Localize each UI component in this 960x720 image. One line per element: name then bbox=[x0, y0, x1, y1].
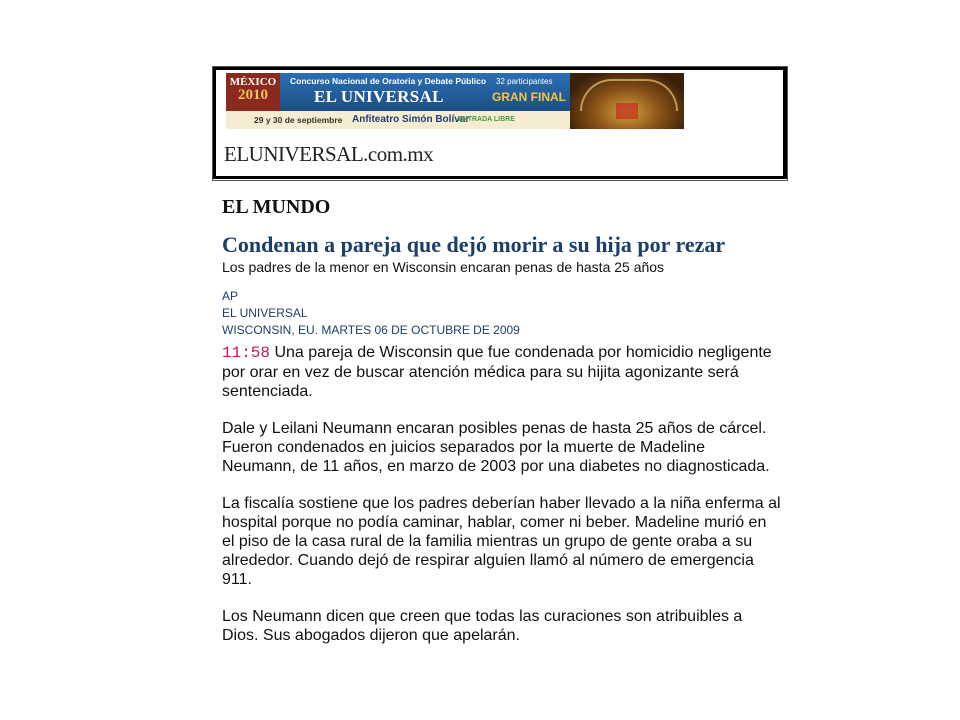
banner-venue: Anfiteatro Simón Bolívar bbox=[352, 114, 470, 125]
article-headline: Condenan a pareja que dejó morir a su hija por rezar bbox=[222, 232, 726, 257]
article-source: EL UNIVERSAL bbox=[222, 306, 308, 320]
article-dateline: WISCONSIN, EU. MARTES 06 DE OCTUBRE DE 2009 bbox=[222, 323, 520, 337]
mexico-2010-logo: MÉXICO 2010 bbox=[226, 73, 280, 111]
article-paragraph: Fueron condenados en juicios separados por la muerte de Madeline Neumann, de 11 años, en marzo de 2003 por una diabetes no diagnosticada. bbox=[222, 439, 770, 475]
banner-event-title: Concurso Nacional de Oratoria y Debate Público bbox=[290, 76, 487, 86]
article-agency: AP bbox=[222, 289, 239, 303]
banner-title-panel bbox=[280, 73, 570, 111]
article-paragraph: La fiscalía sostiene que los padres deberían haber llevado a la niña enferma al hospital porque no podía caminar, hablar, comer ni beber. Madeline murió en el piso de la casa rural de la familia mientras un grupo de gente oraba a su alrededor. Cuando dejó de respirar alguien llamó al número de emergencia 911. bbox=[222, 495, 781, 588]
article-paragraph: Dale y Leilani Neumann encaran posibles penas de hasta 25 años de cárcel. bbox=[222, 420, 767, 437]
article-subheadline: Los padres de la menor en Wisconsin encaran penas de hasta 25 años bbox=[222, 259, 665, 275]
banner-participants: 32 participantes bbox=[496, 77, 553, 86]
auditorium-photo bbox=[570, 73, 684, 129]
article-body bbox=[222, 343, 782, 663]
site-logo[interactable]: ELUNIVERSAL.com.mx bbox=[224, 142, 434, 166]
banner-entry: ENTRADA LIBRE bbox=[458, 116, 515, 123]
banner-details bbox=[226, 111, 570, 129]
article-paragraph: 11:58 Una pareja de Wisconsin que fue condenada por homicidio negligente por orar en vez de buscar atención médica para su hijita agonizante será sentenciada. bbox=[222, 344, 772, 400]
event-banner-ad[interactable] bbox=[226, 73, 684, 129]
article-paragraph: Los Neumann dicen que creen que todas las curaciones son atribuibles a Dios. Sus abogados dijeron que apelarán. bbox=[222, 608, 743, 644]
banner-final: GRAN FINAL bbox=[492, 90, 566, 104]
banner-brand: EL UNIVERSAL bbox=[314, 87, 444, 106]
article-time: 11:58 bbox=[222, 344, 271, 362]
masthead-box bbox=[213, 67, 787, 179]
banner-dates: 29 y 30 de septiembre bbox=[254, 115, 343, 125]
section-title: EL MUNDO bbox=[222, 196, 331, 218]
